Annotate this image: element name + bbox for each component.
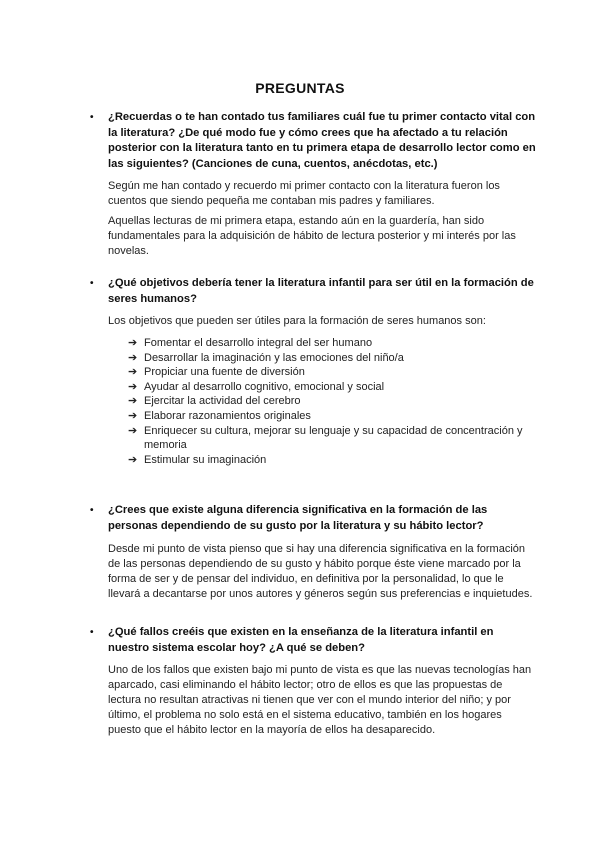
list-item-text: Ejercitar la actividad del cerebro — [144, 395, 301, 408]
arrow-icon: ➔ — [128, 351, 138, 364]
arrow-icon: ➔ — [128, 453, 138, 466]
list-item — [128, 351, 538, 366]
list-item — [128, 380, 538, 395]
question-1 — [90, 110, 536, 172]
question-3 — [90, 503, 536, 534]
list-item-text: Fomentar el desarrollo integral del ser humano — [144, 337, 373, 349]
list-item-text: Elaborar razonamientos originales — [144, 409, 311, 422]
answer-paragraph: Aquellas lecturas de mi primera etapa, estando aún en la guardería, han sido fundamentales para la adquisición de hábito de lectura posterior y mi interés por las novelas. — [108, 215, 516, 257]
list-item-text: Propiciar una fuente de diversión — [144, 366, 305, 379]
answer-paragraph: Uno de los fallos que existen bajo mi punto de vista es que las nuevas tecnologías han aparcado, casi eliminando el hábito lector; otro de ellos es que las propuestas de lectura no resultan atractivas ni tienen que ver con el mundo interior del niño; y por último, el problema no solo está en el sistema educativo, también en los hogares puesto que el hábito lector en la mayoría de ellos ha desaparecido. — [108, 664, 532, 736]
list-item — [128, 409, 538, 424]
list-item — [128, 453, 538, 468]
list-item — [128, 365, 538, 380]
answer-paragraph: Según me han contado y recuerdo mi primer contacto con la literatura fueron los cuentos que siendo pequeña me contaban mis padres y familiares. — [108, 180, 500, 207]
answer-paragraph: Desde mi punto de vista pienso que si hay una diferencia significativa en la formación de las personas dependiendo de su gusto y hábito porque éste viene marcado por la forma de ser y de pensar del individuo, en definitiva por la personalidad, lo que le llevará a decantarse por unos autores y géneros según sus preferencias e inquietudes. — [108, 543, 533, 600]
question-2 — [90, 276, 536, 307]
arrow-icon: ➔ — [128, 380, 138, 393]
question-text: ¿Crees que existe alguna diferencia significativa en la formación de las personas dependiendo de su gusto por la literatura y su hábito lector? — [108, 504, 488, 532]
list-item-text: Desarrollar la imaginación y las emociones del niño/a — [144, 351, 404, 364]
list-item — [128, 424, 538, 453]
arrow-icon: ➔ — [128, 409, 138, 422]
answer-paragraph: Los objetivos que pueden ser útiles para la formación de seres humanos son: — [108, 315, 486, 327]
arrow-icon: ➔ — [128, 337, 138, 349]
bullet-icon: • — [90, 112, 94, 123]
arrow-icon: ➔ — [128, 424, 138, 437]
bullet-icon: • — [90, 627, 94, 638]
bullet-icon: • — [90, 505, 94, 516]
page-title: PREGUNTAS — [255, 80, 345, 96]
list-item-text: Enriquecer su cultura, mejorar su lenguaje y su capacidad de concentración y memoria — [144, 424, 523, 452]
arrow-icon: ➔ — [128, 395, 138, 408]
list-item — [128, 394, 538, 409]
objectives-list — [128, 336, 538, 467]
list-item-text: Ayudar al desarrollo cognitivo, emocional y social — [144, 380, 385, 393]
bullet-icon: • — [90, 278, 94, 289]
list-item-text: Estimular su imaginación — [144, 453, 267, 466]
question-text: ¿Recuerdas o te han contado tus familiares cuál fue tu primer contacto vital con la literatura? ¿De qué modo fue y cómo crees que ha afectado a tu relación posterior con la literatura tanto en tu primera etapa de desarrollo lector como en las siguientes? (Canciones de cuna, cuentos, anécdotas, etc.) — [108, 111, 536, 170]
list-item — [128, 336, 538, 351]
question-text: ¿Qué fallos creéis que existen en la enseñanza de la literatura infantil en nuestro sistema escolar hoy? ¿A qué se deben? — [108, 626, 494, 654]
question-4 — [90, 625, 536, 656]
arrow-icon: ➔ — [128, 366, 138, 379]
question-text: ¿Qué objetivos debería tener la literatura infantil para ser útil en la formación de seres humanos? — [108, 277, 534, 305]
